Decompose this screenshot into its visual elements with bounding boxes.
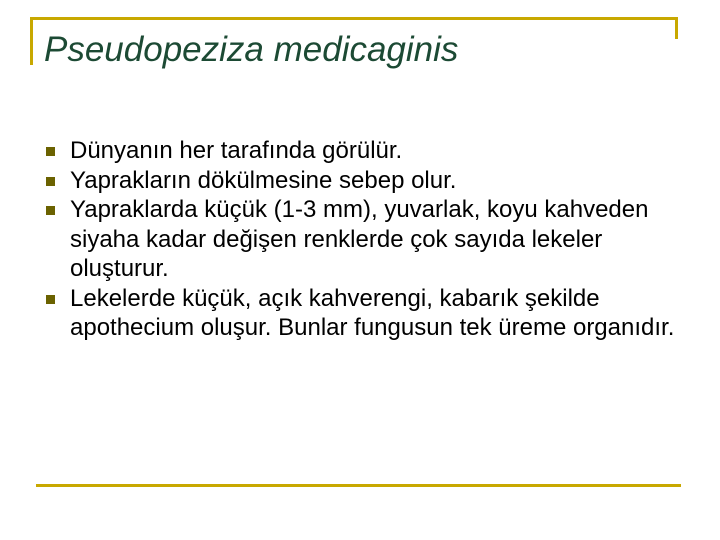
square-bullet-icon [46, 206, 55, 215]
bullet-text: Dünyanın her tarafında görülür. [70, 137, 403, 164]
title-frame-top-line [30, 17, 678, 20]
bullet-item [44, 284, 684, 343]
square-bullet-icon [46, 177, 55, 186]
bullet-text: Yaprakların dökülmesine sebep olur. [70, 166, 457, 194]
square-bullet-icon [46, 147, 55, 156]
bullet-list [44, 136, 684, 343]
slide-title: Pseudopeziza medicaginis [44, 30, 459, 69]
bullet-item [44, 136, 684, 166]
square-bullet-icon [46, 295, 55, 304]
bullet-item [44, 166, 684, 196]
bullet-item [44, 195, 684, 284]
title-frame-right-line [675, 17, 678, 39]
bullet-text: Yapraklarda küçük (1-3 mm), yuvarlak, koyu kahveden siyaha kadar değişen renklerde çok sayıda lekeler oluşturur. [70, 196, 649, 282]
title-frame-left-line [30, 17, 33, 65]
bottom-divider-line [36, 484, 681, 487]
bullet-text: Lekelerde küçük, açık kahverengi, kabarık şekilde apothecium oluşur. Bunlar fungusun tek üreme organıdır. [70, 284, 675, 341]
